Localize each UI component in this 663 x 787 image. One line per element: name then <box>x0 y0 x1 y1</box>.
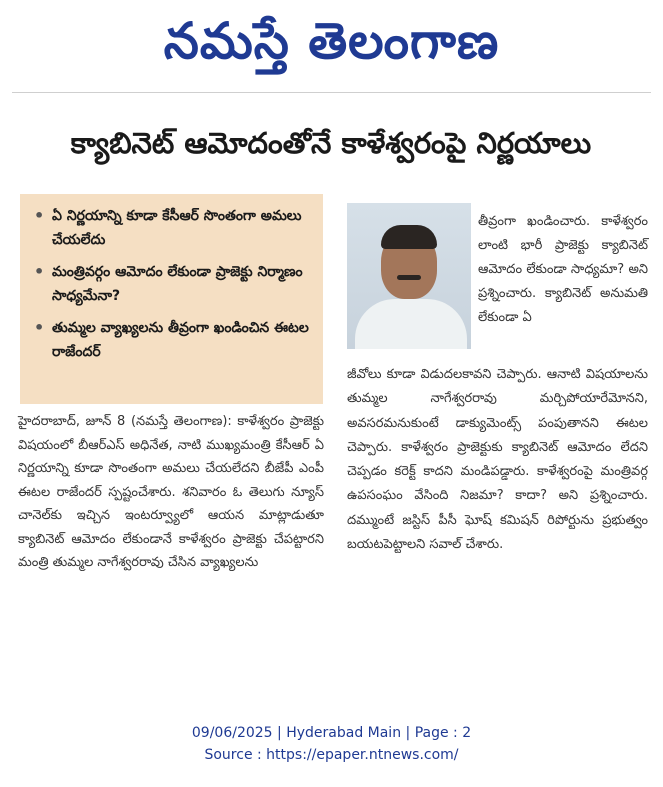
source-line: Source : https://epaper.ntnews.com/ <box>204 747 459 763</box>
left-column <box>18 410 324 575</box>
bullet-icon: • <box>34 318 45 337</box>
left-column-text: హైదరాబాద్, జూన్ 8 (నమస్తే తెలంగాణ): కాళేశ్వరం ప్రాజెక్టు విషయంలో బీఆర్ఎస్ అధినేత, నాటి ముఖ్యమంత్రి కేసీఆర్ ఏ నిర్ణయాన్ని కూడా సొంతంగా అమలు చేయలేదని బీజేపీ ఎంపీ ఈటల రాజేందర్ స్పష్టంచేశారు. శనివారం ఓ తెలుగు న్యూస్ చానెల్‌కు ఇచ్చిన ఇంటర్వ్యూలో ఆయన మాట్లాడుతూ క్యాబినెట్ ఆమోదం లేకుండానే కాళేశ్వరం ప్రాజెక్టు చేపట్టారని మంత్రి తుమ్మల నాగేశ్వరరావు చేసిన వ్యాఖ్యలను <box>18 414 324 570</box>
highlight-item <box>34 204 313 252</box>
highlights-box <box>20 194 323 404</box>
newspaper-title: నమస్తే తెలంగాణ <box>163 12 500 70</box>
highlight-text: ఏ నిర్ణయాన్ని కూడా కేసీఆర్ సొంతంగా అమలు చేయలేదు <box>52 208 302 248</box>
highlight-text: తుమ్మల వ్యాఖ్యలను తీవ్రంగా ఖండించిన ఈటల రాజేందర్ <box>52 320 309 360</box>
masthead <box>0 0 663 92</box>
shirt-shape <box>355 299 467 349</box>
page-footer <box>0 722 663 766</box>
right-column <box>347 363 648 557</box>
right-column-top-text: తీవ్రంగా ఖండించారు. కాళేశ్వరం లాంటి భారీ ప్రాజెక్టు క్యాబినెట్ ఆమోదం లేకుండా సాధ్యమా? అని ప్రశ్నించారు. క్యాబినెట్ అనుమతి లేకుండా ఏ <box>478 214 648 325</box>
highlight-item <box>34 260 313 308</box>
right-column-text: జీవోలు కూడా విడుదలకావని చెప్పారు. ఆనాటి విషయాలను తుమ్మల నాగేశ్వరరావు మర్చిపోయారేమోనని, అవసరమనుకుంటే డాక్యుమెంట్స్ పంపుతానని ఈటల చెప్పారు. కాళేశ్వరం ప్రాజెక్టుకు క్యాబినెట్ ఆమోదం లేదని చెప్పడం కరెక్ట్ కాదని మండిపడ్డారు. కాళేశ్వరంపై మంత్రివర్గ ఉపసంఘం వేసింది నిజమా? కాదా? అని ప్రశ్నించారు. దమ్ముంటే జస్టిస్ పీసీ ఘోష్ కమిషన్ రిపోర్టును ప్రభుత్వం బయటపెట్టాలని సవాల్ చేశారు. <box>347 367 648 553</box>
headline-area <box>12 92 651 185</box>
person-portrait-icon <box>347 203 471 349</box>
article-headline: క్యాబినెట్ ఆమోదంతోనే కాళేశ్వరంపై నిర్ణయాలు <box>70 126 592 160</box>
hair-shape <box>381 225 437 249</box>
mustache-shape <box>397 275 421 280</box>
highlight-text: మంత్రివర్గం ఆమోదం లేకుండా ప్రాజెక్టు నిర్మాణం సాధ్యమేనా? <box>52 264 303 304</box>
bullet-icon: • <box>34 206 45 225</box>
edition-line: 09/06/2025 | Hyderabad Main | Page : 2 <box>191 725 472 741</box>
highlight-item <box>34 316 313 364</box>
bullet-icon: • <box>34 262 45 281</box>
right-column-top <box>478 197 648 343</box>
